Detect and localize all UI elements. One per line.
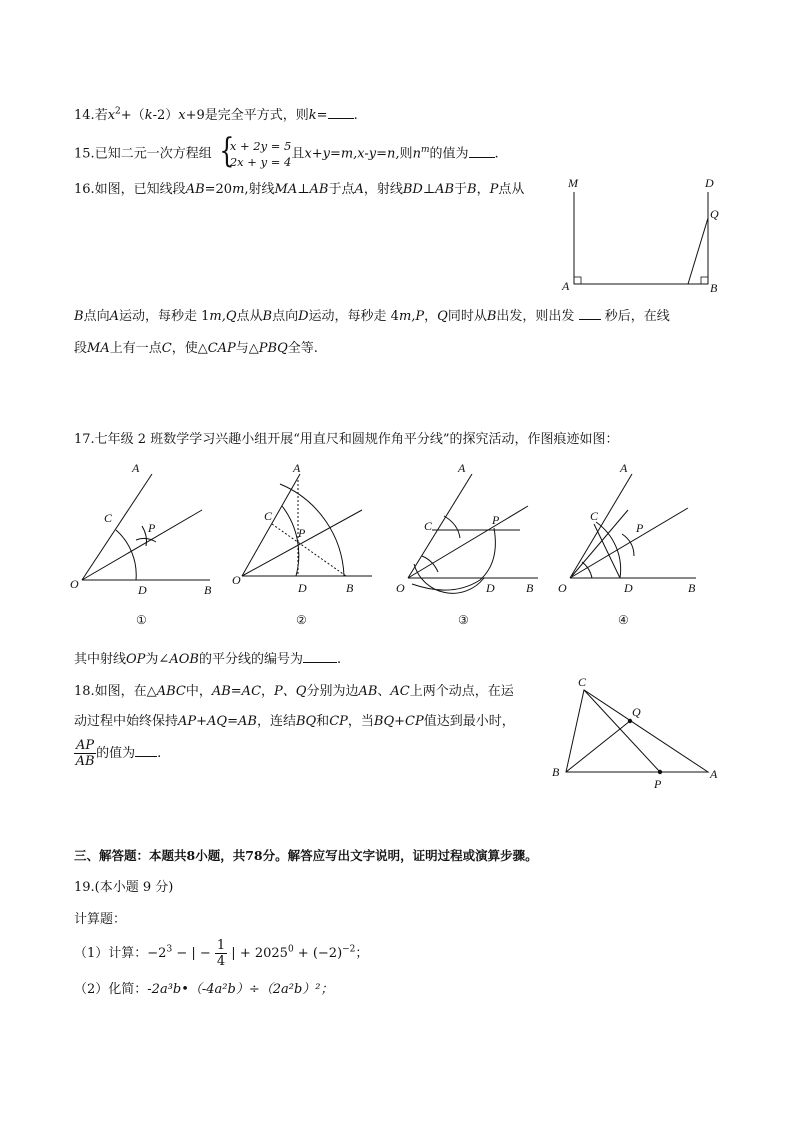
f1-P: P	[148, 521, 156, 535]
q14-line: 14.若$x^2+(k-2)x+9$是完全平方式，则k= .	[74, 106, 358, 123]
f4-C: C	[590, 509, 599, 523]
q15-line: 15.已知二元一次方程组 { x + 2y = 5 2x + y = 4且x+y=m,x-y=n,则$n^m$的值为 .	[74, 131, 499, 171]
q16-line1: 16.如图，已知线段AB=20m,射线MA⊥AB于点A，射线BD⊥AB于B，P点从	[74, 182, 525, 197]
f3-C: C	[424, 519, 433, 533]
label-M: M	[568, 176, 578, 190]
f4-caption: ④	[618, 613, 629, 627]
label-B: B	[552, 765, 560, 779]
f3-P: P	[492, 513, 500, 527]
f4-B: B	[688, 581, 696, 595]
q18-line1: 18.如图，在△ABC中，AB=AC，P、Q分别为边AB、AC上两个动点，在运	[74, 684, 514, 699]
f1-C: C	[104, 511, 113, 525]
section-3-heading: 三、解答题：本题共8小题，共78分。解答应写出文字说明，证明过程或演算步骤。	[74, 848, 538, 863]
f2-C: C	[264, 509, 273, 523]
label-D: D	[705, 176, 714, 190]
q18-line2: 动过程中始终保持AP+AQ=AB，连结BQ和CP，当BQ+CP值达到最小时，	[74, 714, 515, 729]
answer-blank-q16	[579, 307, 601, 320]
q19-head: 19.(本小题 9 分)	[74, 880, 174, 895]
q18-figure	[548, 676, 728, 796]
f2-O: O	[232, 573, 241, 587]
q16-figure	[560, 172, 730, 300]
q19-part2: （2）化简：-2a³b•（-4a²b）÷（2a²b）²；	[74, 982, 334, 997]
f2-B: B	[346, 581, 354, 595]
q17-figures	[60, 452, 720, 632]
f4-D: D	[624, 581, 633, 595]
f1-D: D	[138, 583, 147, 597]
q16-line3: 段MA上有一点C，使△CAP与△PBQ全等.	[74, 341, 318, 356]
q17-figure-2	[232, 461, 372, 627]
label-Q: Q	[632, 705, 641, 719]
label-B: B	[710, 281, 718, 295]
f3-D: D	[486, 581, 495, 595]
f1-caption: ①	[136, 613, 147, 627]
f2-D: D	[298, 581, 307, 595]
f2-P: P	[298, 526, 306, 540]
label-A: A	[562, 279, 570, 293]
answer-blank-q15	[469, 145, 495, 158]
q17-figure-4	[558, 461, 696, 627]
f4-O: O	[558, 581, 567, 595]
equation-system: { x + 2y = 5 2x + y = 4	[219, 131, 292, 171]
label-C: C	[578, 676, 587, 689]
fraction-AP-AB: $\frac{AP}{AB}$	[75, 738, 95, 769]
answer-blank-q17	[303, 650, 337, 663]
label-Q: Q	[710, 207, 719, 221]
answer-blank-q18	[135, 744, 157, 757]
q17-text: 17.七年级 2 班数学学习兴趣小组开展“用直尺和圆规作角平分线”的探究活动，作图痕迹如图：	[74, 432, 619, 447]
f2-A: A	[293, 461, 301, 475]
f3-O: O	[396, 581, 405, 595]
label-A: A	[710, 767, 718, 781]
f2-caption: ②	[296, 613, 307, 627]
q19-part1: （1）计算：$-2^3$ − | − $\frac{1}{4}$ | + $2025^0 + (-2)^{-2}$；	[74, 938, 369, 969]
q17-answer: 其中射线OP为∠AOB的平分线的编号为 .	[74, 652, 342, 667]
f1-O: O	[70, 577, 79, 591]
q17-figure-3	[396, 461, 538, 627]
q19-sub: 计算题：	[74, 912, 127, 927]
f3-A: A	[458, 461, 466, 475]
label-P: P	[654, 777, 662, 791]
f1-B: B	[204, 583, 212, 597]
q16-line2: B点向A运动，每秒走 1m,Q点从B点向D运动，每秒走 4m,P，Q同时从B出发，则出发 秒后，在线	[74, 309, 670, 324]
f1-A: A	[132, 461, 140, 475]
f3-B: B	[526, 581, 534, 595]
f3-caption: ③	[458, 613, 469, 627]
q18-line3: $\frac{AP}{AB}$ 的值为 .	[75, 738, 162, 769]
q17-figure-1	[70, 461, 212, 627]
f4-P: P	[636, 521, 644, 535]
answer-blank-q14	[328, 106, 354, 119]
f4-A: A	[620, 461, 628, 475]
fraction-1-4: $\frac{1}{4}$	[216, 938, 226, 969]
